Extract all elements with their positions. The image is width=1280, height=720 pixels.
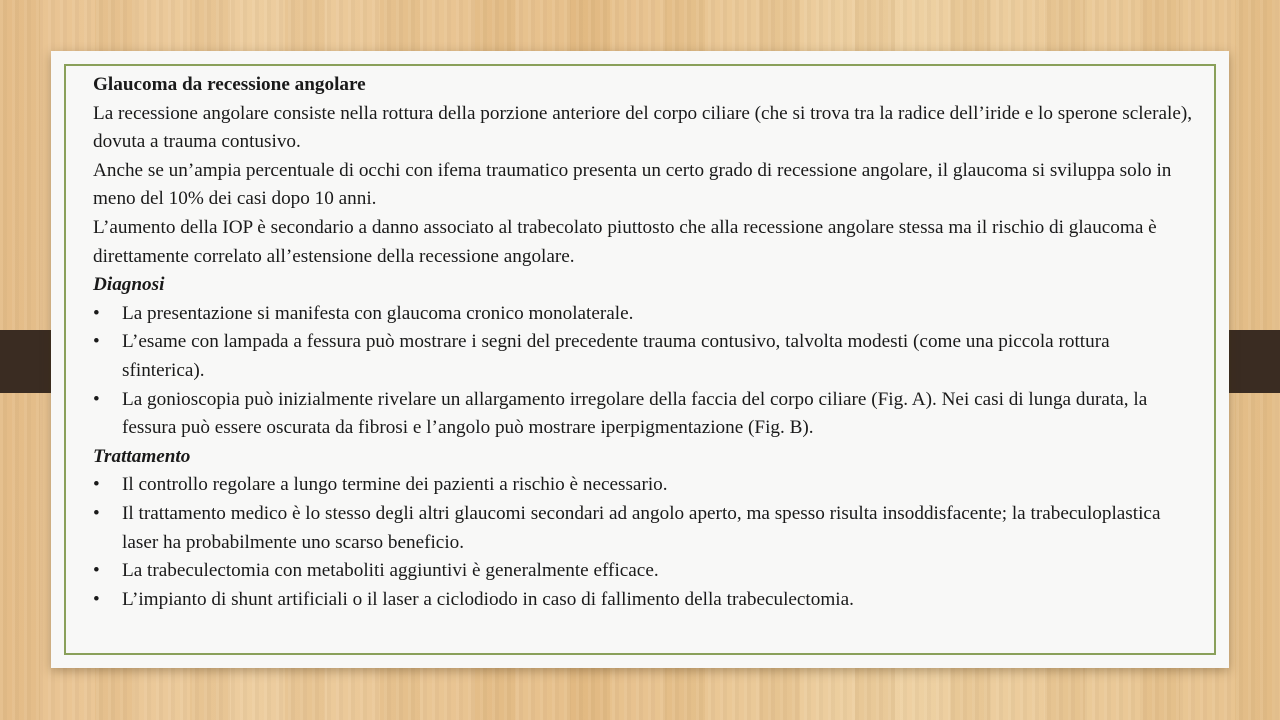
bullet-icon: • [93,302,100,324]
list-item-text: La gonioscopia può inizialmente rivelare un allargamento irregolare della faccia del corpo ciliare (Fig. A). Nei casi di lunga durata, la fessura può essere oscurata da fibrosi e l’angolo può mostrare iperpigmentazione (Fig. B). [122,388,1148,439]
intro-paragraph: La recessione angolare consiste nella rottura della porzione anteriore del corpo ciliare (che si trova tra la radice dell’iride e lo sperone sclerale), dovuta a trauma contusivo. [93,102,1193,153]
list-item [93,300,1193,329]
intro-paragraph: L’aumento della IOP è secondario a danno associato al trabecolato piuttosto che alla recessione angolare stessa ma il rischio di glaucoma è direttamente correlato all’estensione della recessione angolare. [93,216,1157,267]
bullet-icon: • [93,560,100,582]
list-item-text: Il controllo regolare a lungo termine dei pazienti a rischio è necessario. [122,474,668,496]
intro-paragraph: Anche se un’ampia percentuale di occhi con ifema traumatico presenta un certo grado di recessione angolare, il glaucoma si sviluppa solo in meno del 10% dei casi dopo 10 anni. [93,159,1172,210]
list-item-text: L’esame con lampada a fessura può mostrare i segni del precedente trauma contusivo, talvolta modesti (come una piccola rottura sfinterica). [122,331,1110,381]
list-item-text: Il trattamento medico è lo stesso degli altri glaucomi secondari ad angolo aperto, ma spesso risulta insoddisfacente; la trabeculoplastica laser ha probabilmente uno scarso beneficio. [122,502,1161,553]
diagnosi-list [93,300,1193,443]
list-item [93,586,1193,615]
list-item-text: La trabeculectomia con metaboliti aggiuntivi è generalmente efficace. [122,560,659,582]
list-item-text: La presentazione si manifesta con glaucoma cronico monolaterale. [122,302,634,324]
section-heading-diagnosi: Diagnosi [93,274,165,296]
bullet-icon: • [93,474,100,496]
section-heading-trattamento: Trattamento [93,445,191,467]
list-item [93,328,1193,385]
list-item [93,471,1193,500]
trattamento-list [93,471,1193,614]
list-item-text: L’impianto di shunt artificiali o il laser a ciclodiodo in caso di fallimento della trabeculectomia. [122,588,854,610]
list-item [93,500,1193,557]
slide-title: Glaucoma da recessione angolare [93,74,366,95]
list-item [93,386,1193,443]
list-item [93,557,1193,586]
slide-card [51,51,1229,668]
bullet-icon: • [93,388,100,410]
bullet-icon: • [93,502,100,524]
slide-content [93,71,1193,614]
bullet-icon: • [93,588,100,610]
bullet-icon: • [93,331,100,353]
